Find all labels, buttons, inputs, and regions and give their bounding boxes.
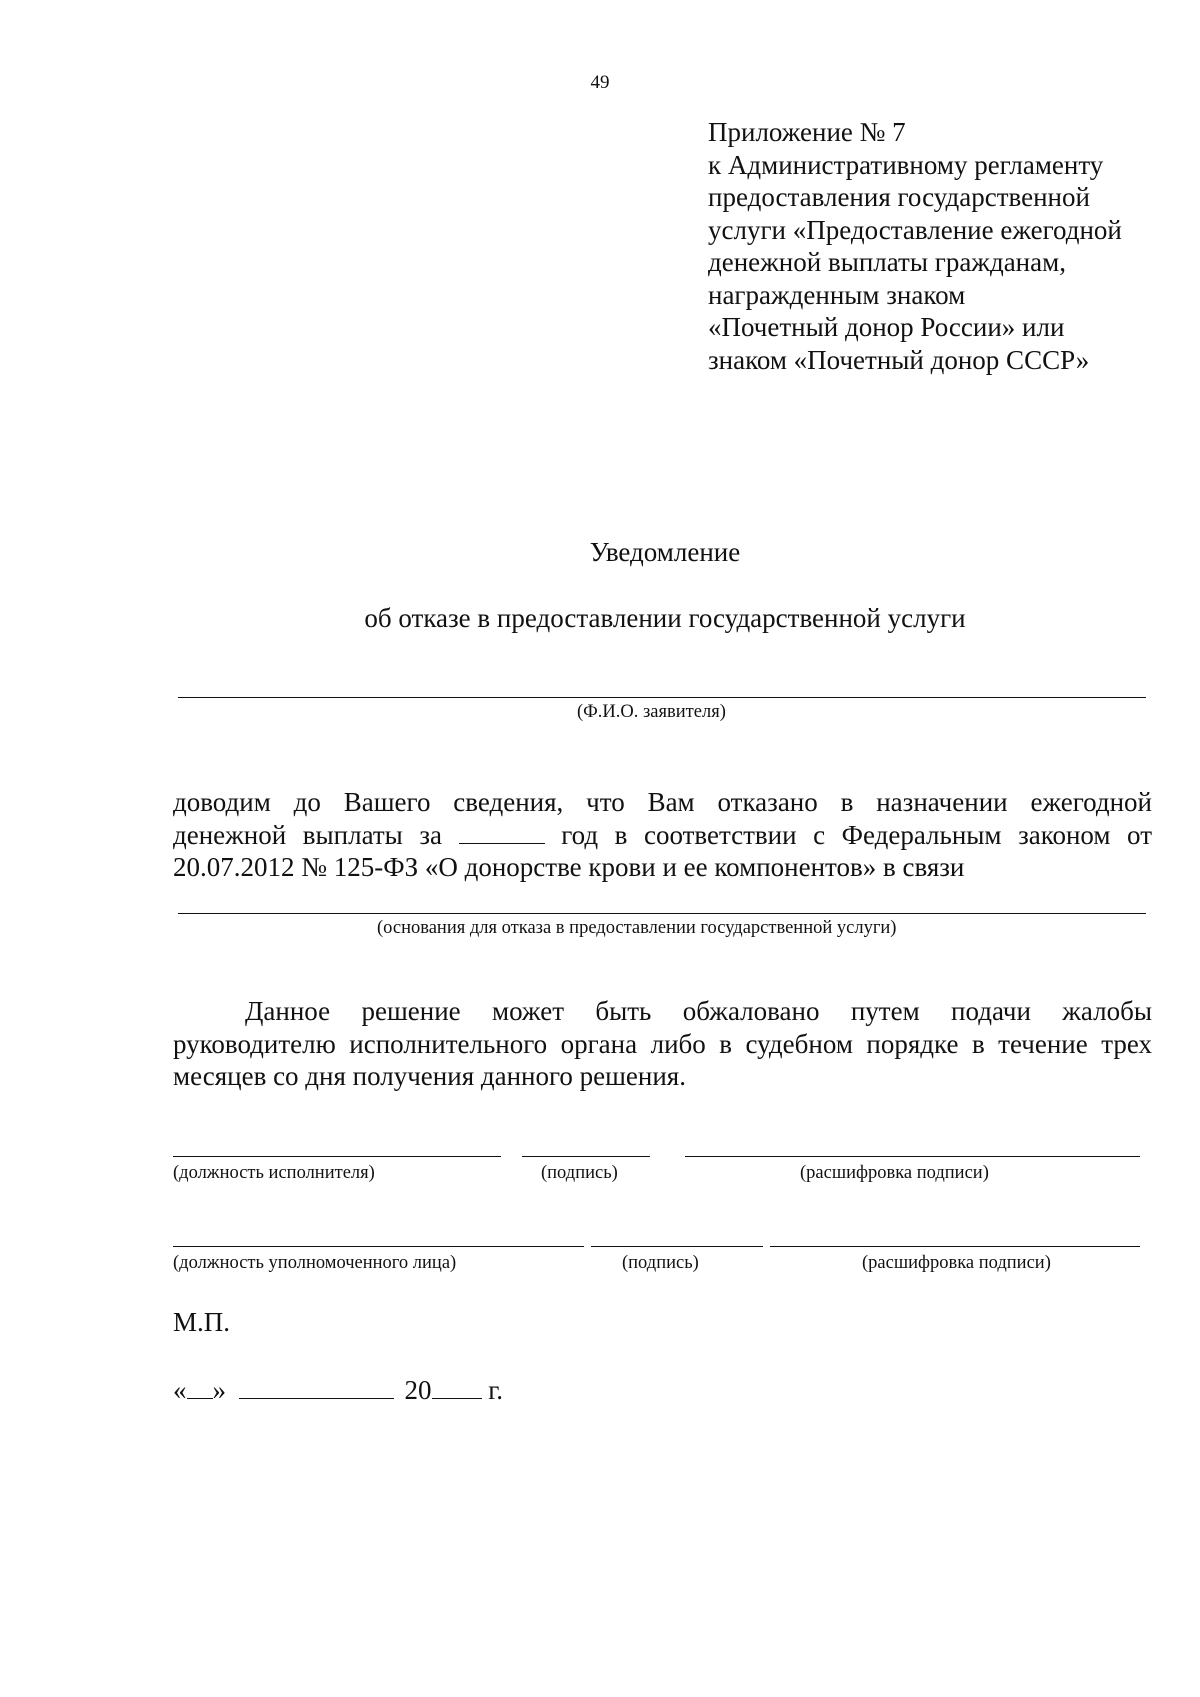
date-line [173, 1375, 503, 1406]
appeal-line-1: Данное решение может быть обжаловано путем подачи жалобы [245, 996, 1152, 1026]
official-position-line [173, 1246, 584, 1247]
date-open-quote: « [173, 1375, 187, 1405]
document-title: Уведомление [589, 537, 741, 567]
appendix-line: к Административному регламенту [708, 149, 1104, 180]
notice-line-2-start: денежной выплаты за [173, 819, 443, 850]
month-blank-field [239, 1376, 394, 1399]
official-decoding-line [770, 1246, 1140, 1247]
appeal-paragraph [173, 995, 1152, 1093]
executor-signature-caption: (подпись) [541, 1163, 618, 1183]
executor-position-line [173, 1156, 501, 1157]
official-signature-caption: (подпись) [622, 1253, 699, 1273]
appendix-line: услуги «Предоставление ежегодной [708, 214, 1122, 245]
stamp-place-label: М.П. [173, 1307, 231, 1337]
notice-paragraph [173, 786, 1152, 884]
reason-caption: (основания для отказа в предоставлении государственной услуги) [377, 918, 897, 938]
day-blank-field [187, 1376, 213, 1399]
executor-signature-line [522, 1156, 650, 1157]
executor-decoding-caption: (расшифровка подписи) [800, 1163, 989, 1183]
appendix-line: предоставления государственной [708, 182, 1090, 212]
date-close-quote: » [212, 1375, 226, 1405]
notice-line-2 [173, 819, 1152, 852]
appendix-line: «Почетный донор России» или [708, 312, 1065, 342]
applicant-caption: (Ф.И.О. заявителя) [577, 702, 726, 722]
page-number: 49 [590, 72, 610, 93]
appendix-header [708, 116, 1122, 376]
applicant-name-line [178, 697, 1146, 698]
appeal-line-2: руководителю исполнительного органа либо в судебном порядке в течение трех [173, 1028, 1152, 1059]
year-blank-field [432, 1376, 482, 1399]
notice-line-2-end: год в соответствии с Федеральным законом от [561, 819, 1153, 850]
notice-line-3: 20.07.2012 № 125-ФЗ «О донорстве крови и ее компонентов» в связи [173, 852, 965, 882]
official-signature-line [591, 1246, 763, 1247]
year-suffix: г. [488, 1375, 504, 1405]
executor-decoding-line [685, 1156, 1140, 1157]
official-decoding-caption: (расшифровка подписи) [862, 1253, 1051, 1273]
executor-position-caption: (должность исполнителя) [173, 1163, 375, 1183]
official-position-caption: (должность уполномоченного лица) [173, 1253, 457, 1273]
appendix-line: Приложение № 7 [708, 117, 906, 147]
appendix-line: знаком «Почетный донор СССР» [708, 344, 1090, 375]
appeal-line-3: месяцев со дня получения данного решения. [173, 1061, 686, 1091]
reason-line [178, 913, 1146, 914]
year-blank-field [459, 821, 545, 844]
document-subtitle: об отказе в предоставлении государственной услуги [364, 603, 966, 633]
year-prefix: 20 [404, 1375, 432, 1405]
notice-line-1: доводим до Вашего сведения, что Вам отказано в назначении ежегодной [173, 787, 1152, 817]
appendix-line: награжденным знаком [708, 279, 966, 310]
appendix-line: денежной выплаты гражданам, [708, 247, 1066, 277]
